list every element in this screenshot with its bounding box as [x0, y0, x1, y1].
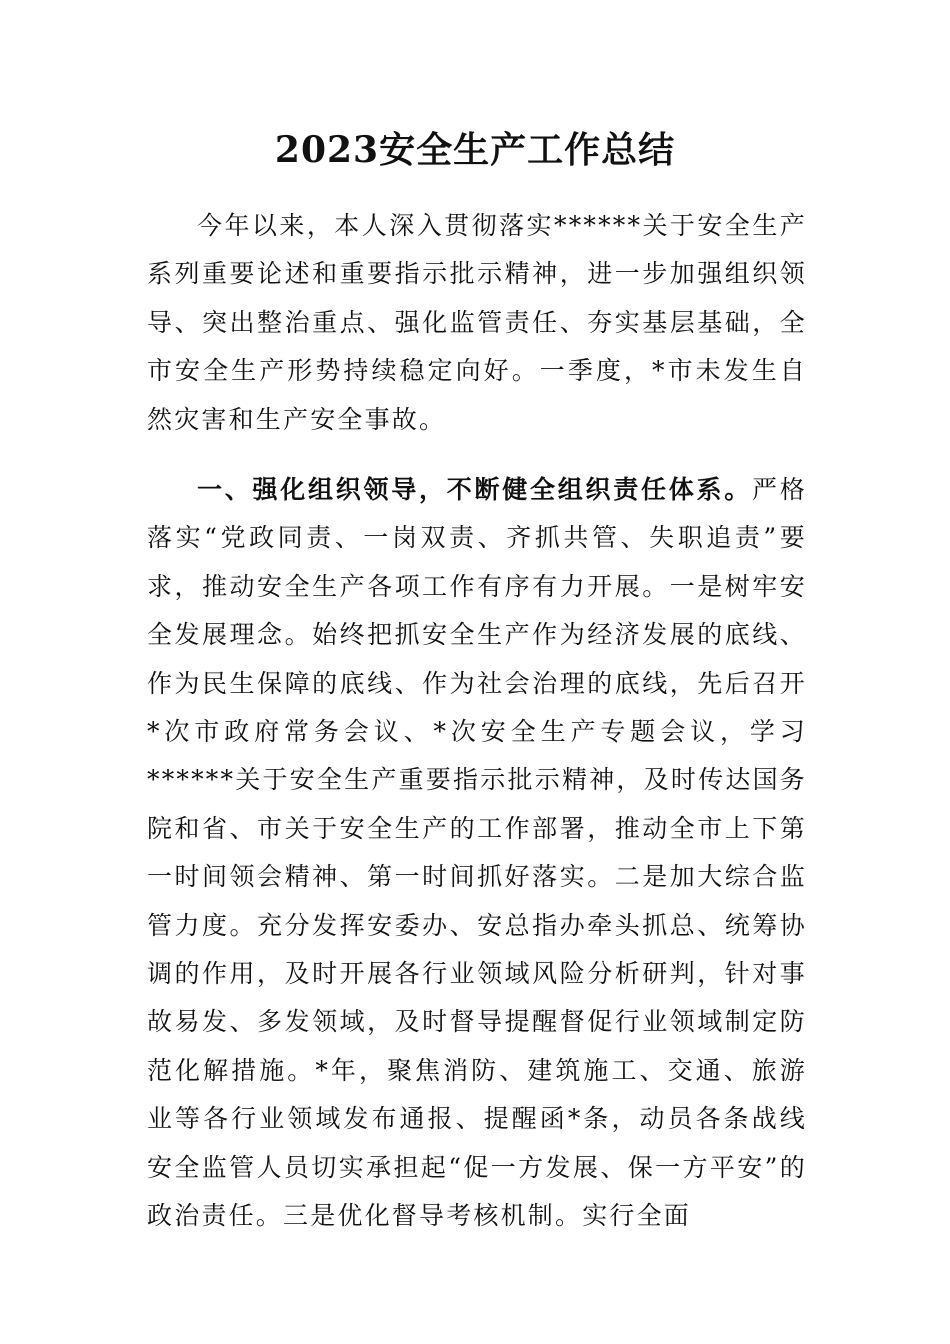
document-title: 2023安全生产工作总结 — [274, 129, 676, 171]
intro-paragraph: 今年以来，本人深入贯彻落实******关于安全生产系列重要论述和重要指示批示精神，进一步加强组织领导、突出整治重点、强化监管责任、夯实基层基础，全市安全生产形势持续稳定向好。一季度，*市未发生自然灾害和生产安全事故。 — [147, 211, 807, 434]
section-1-heading: 一、强化组织领导，不断健全组织责任体系。 — [197, 475, 753, 504]
section-1-body: 严格落实“党政同责、一岗双责、齐抓共管、失职追责”要求，推动安全生产各项工作有序有力开展。一是树牢安全发展理念。始终把抓安全生产作为经济发展的底线、作为民生保障的底线、作为社会治理的底线，先后召开*次市政府常务会议、*次安全生产专题会议，学习******关于安全生产重要指示批示精神，及时传达国务院和省、市关于安全生产的工作部署，推动全市上下第一时间领会精神、第一时间抓好落实。二是加大综合监管力度。充分发挥安委办、安总指办牵头抓总、统筹协调的作用，及时开展各行业领域风险分析研判，针对事故易发、多发领域，及时督导提醒督促行业领域制定防范化解措施。*年，聚焦消防、建筑施工、交通、旅游业等各行业领域发布通报、提醒函*条，动员各条战线安全监管人员切实承担起“促一方发展、保一方平安”的政治责任。三是优化督导考核机制。实行全面 — [147, 475, 807, 1231]
section-1-paragraph — [147, 466, 807, 1241]
